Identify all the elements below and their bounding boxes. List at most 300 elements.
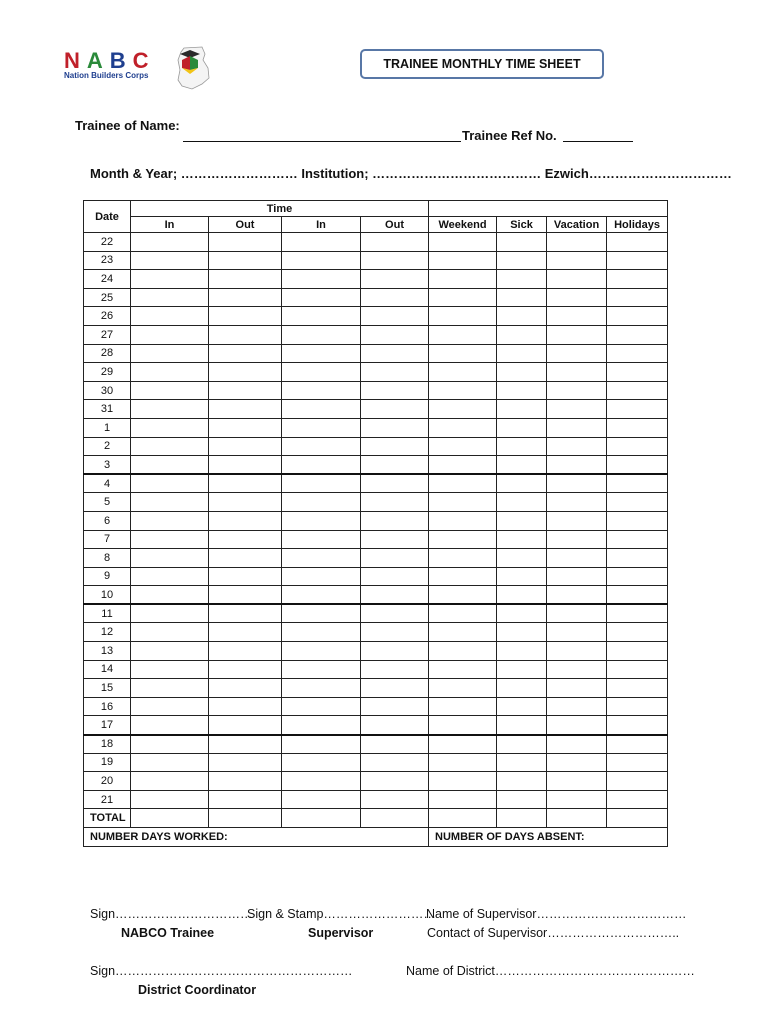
- entry-cell[interactable]: [361, 660, 429, 679]
- timesheet-table: [83, 200, 668, 847]
- entry-cell[interactable]: [607, 642, 668, 661]
- entry-cell[interactable]: [361, 344, 429, 363]
- entry-cell[interactable]: [209, 437, 282, 456]
- entry-cell[interactable]: [547, 307, 607, 326]
- entry-cell[interactable]: [361, 233, 429, 252]
- entry-cell[interactable]: [607, 437, 668, 456]
- entry-cell[interactable]: [131, 660, 209, 679]
- entry-cell[interactable]: [131, 270, 209, 289]
- entry-cell[interactable]: [131, 493, 209, 512]
- date-cell: 11: [84, 604, 131, 623]
- entry-cell[interactable]: [209, 381, 282, 400]
- entry-cell[interactable]: [607, 604, 668, 623]
- entry-cell[interactable]: [361, 549, 429, 568]
- entry-cell[interactable]: [429, 549, 497, 568]
- entry-cell[interactable]: [497, 772, 547, 791]
- entry-cell[interactable]: [282, 604, 361, 623]
- entry-cell[interactable]: [282, 549, 361, 568]
- entry-cell[interactable]: [282, 400, 361, 419]
- supervisor-name-line: Name of Supervisor………………………………: [426, 907, 687, 921]
- table-row: [84, 400, 668, 419]
- entry-cell[interactable]: [547, 735, 607, 754]
- entry-cell[interactable]: [361, 642, 429, 661]
- entry-cell[interactable]: [361, 381, 429, 400]
- entry-cell[interactable]: [209, 400, 282, 419]
- total-cell[interactable]: [361, 809, 429, 828]
- page-title: TRAINEE MONTHLY TIME SHEET: [360, 49, 604, 79]
- entry-cell[interactable]: [547, 530, 607, 549]
- entry-cell[interactable]: [607, 381, 668, 400]
- entry-cell[interactable]: [131, 363, 209, 382]
- entry-cell[interactable]: [209, 623, 282, 642]
- total-cell[interactable]: [209, 809, 282, 828]
- entry-cell[interactable]: [131, 586, 209, 605]
- entry-cell[interactable]: [429, 474, 497, 493]
- trainee-name-label: Trainee of Name:: [75, 118, 180, 133]
- entry-cell[interactable]: [131, 697, 209, 716]
- entry-cell[interactable]: [282, 753, 361, 772]
- entry-cell[interactable]: [209, 586, 282, 605]
- entry-cell[interactable]: [209, 530, 282, 549]
- entry-cell[interactable]: [429, 772, 497, 791]
- entry-cell[interactable]: [131, 325, 209, 344]
- entry-cell[interactable]: [361, 623, 429, 642]
- entry-cell[interactable]: [209, 660, 282, 679]
- entry-cell[interactable]: [497, 456, 547, 475]
- entry-cell[interactable]: [209, 772, 282, 791]
- entry-cell[interactable]: [131, 511, 209, 530]
- entry-cell[interactable]: [209, 642, 282, 661]
- entry-cell[interactable]: [547, 716, 607, 735]
- entry-cell[interactable]: [497, 623, 547, 642]
- entry-cell[interactable]: [547, 493, 607, 512]
- total-cell[interactable]: [607, 809, 668, 828]
- entry-cell[interactable]: [361, 772, 429, 791]
- trainee-sign-line: Sign……………………………: [90, 907, 253, 921]
- entry-cell[interactable]: [209, 493, 282, 512]
- entry-cell[interactable]: [282, 418, 361, 437]
- entry-cell[interactable]: [607, 418, 668, 437]
- entry-cell[interactable]: [547, 511, 607, 530]
- entry-cell[interactable]: [131, 716, 209, 735]
- entry-cell[interactable]: [429, 530, 497, 549]
- entry-cell[interactable]: [497, 530, 547, 549]
- entry-cell[interactable]: [497, 363, 547, 382]
- date-cell: 27: [84, 325, 131, 344]
- entry-cell[interactable]: [429, 604, 497, 623]
- entry-cell[interactable]: [607, 549, 668, 568]
- entry-cell[interactable]: [131, 772, 209, 791]
- entry-cell[interactable]: [361, 493, 429, 512]
- entry-cell[interactable]: [209, 474, 282, 493]
- entry-cell[interactable]: [607, 623, 668, 642]
- entry-cell[interactable]: [282, 456, 361, 475]
- entry-cell[interactable]: [607, 716, 668, 735]
- entry-cell[interactable]: [282, 735, 361, 754]
- col-header-holidays: Holidays: [607, 217, 668, 233]
- entry-cell[interactable]: [209, 456, 282, 475]
- entry-cell[interactable]: [131, 233, 209, 252]
- entry-cell[interactable]: [282, 363, 361, 382]
- entry-cell[interactable]: [361, 753, 429, 772]
- entry-cell[interactable]: [429, 251, 497, 270]
- entry-cell[interactable]: [361, 307, 429, 326]
- entry-cell[interactable]: [607, 586, 668, 605]
- entry-cell[interactable]: [361, 251, 429, 270]
- entry-cell[interactable]: [282, 623, 361, 642]
- entry-cell[interactable]: [497, 549, 547, 568]
- entry-cell[interactable]: [282, 790, 361, 809]
- entry-cell[interactable]: [131, 530, 209, 549]
- entry-cell[interactable]: [607, 679, 668, 698]
- entry-cell[interactable]: [361, 716, 429, 735]
- entry-cell[interactable]: [131, 549, 209, 568]
- entry-cell[interactable]: [209, 270, 282, 289]
- entry-cell[interactable]: [429, 716, 497, 735]
- entry-cell[interactable]: [282, 307, 361, 326]
- entry-cell[interactable]: [131, 381, 209, 400]
- entry-cell[interactable]: [131, 642, 209, 661]
- entry-cell[interactable]: [429, 270, 497, 289]
- entry-cell[interactable]: [547, 400, 607, 419]
- entry-cell[interactable]: [497, 679, 547, 698]
- entry-cell[interactable]: [282, 381, 361, 400]
- entry-cell[interactable]: [547, 623, 607, 642]
- entry-cell[interactable]: [361, 679, 429, 698]
- col-header-vacation: Vacation: [547, 217, 607, 233]
- table-row: [84, 474, 668, 493]
- entry-cell[interactable]: [497, 493, 547, 512]
- table-row: [84, 456, 668, 475]
- entry-cell[interactable]: [607, 344, 668, 363]
- table-row: [84, 530, 668, 549]
- entry-cell[interactable]: [131, 735, 209, 754]
- entry-cell[interactable]: [209, 716, 282, 735]
- entry-cell[interactable]: [497, 344, 547, 363]
- col-header-in: In: [282, 217, 361, 233]
- entry-cell[interactable]: [361, 437, 429, 456]
- entry-cell[interactable]: [361, 418, 429, 437]
- entry-cell[interactable]: [131, 437, 209, 456]
- entry-cell[interactable]: [429, 307, 497, 326]
- entry-cell[interactable]: [607, 790, 668, 809]
- entry-cell[interactable]: [429, 735, 497, 754]
- entry-cell[interactable]: [547, 251, 607, 270]
- entry-cell[interactable]: [131, 307, 209, 326]
- entry-cell[interactable]: [547, 586, 607, 605]
- entry-cell[interactable]: [282, 679, 361, 698]
- entry-cell[interactable]: [547, 344, 607, 363]
- entry-cell[interactable]: [209, 288, 282, 307]
- entry-cell[interactable]: [131, 679, 209, 698]
- entry-cell[interactable]: [497, 642, 547, 661]
- entry-cell[interactable]: [607, 307, 668, 326]
- entry-cell[interactable]: [497, 400, 547, 419]
- entry-cell[interactable]: [429, 753, 497, 772]
- entry-cell[interactable]: [429, 456, 497, 475]
- trainee-ref-field[interactable]: [563, 129, 633, 142]
- entry-cell[interactable]: [131, 456, 209, 475]
- entry-cell[interactable]: [282, 586, 361, 605]
- entry-cell[interactable]: [429, 437, 497, 456]
- entry-cell[interactable]: [547, 772, 607, 791]
- entry-cell[interactable]: [131, 567, 209, 586]
- entry-cell[interactable]: [547, 660, 607, 679]
- date-cell: 23: [84, 251, 131, 270]
- table-row: [84, 623, 668, 642]
- entry-cell[interactable]: [209, 363, 282, 382]
- total-cell[interactable]: [131, 809, 209, 828]
- coordinator-sign-line: Sign…………………………………………………: [90, 964, 353, 978]
- entry-cell[interactable]: [429, 697, 497, 716]
- entry-cell[interactable]: [497, 233, 547, 252]
- date-cell: 2: [84, 437, 131, 456]
- entry-cell[interactable]: [497, 325, 547, 344]
- entry-cell[interactable]: [209, 604, 282, 623]
- entry-cell[interactable]: [607, 270, 668, 289]
- entry-cell[interactable]: [547, 270, 607, 289]
- entry-cell[interactable]: [547, 567, 607, 586]
- date-cell: 22: [84, 233, 131, 252]
- entry-cell[interactable]: [361, 456, 429, 475]
- table-row: [84, 418, 668, 437]
- entry-cell[interactable]: [547, 697, 607, 716]
- total-label: TOTAL: [84, 809, 131, 828]
- entry-cell[interactable]: [547, 288, 607, 307]
- entry-cell[interactable]: [429, 623, 497, 642]
- entry-cell[interactable]: [547, 381, 607, 400]
- table-row: [84, 604, 668, 623]
- entry-cell[interactable]: [282, 344, 361, 363]
- entry-cell[interactable]: [547, 474, 607, 493]
- total-cell[interactable]: [547, 809, 607, 828]
- entry-cell[interactable]: [429, 381, 497, 400]
- entry-cell[interactable]: [282, 660, 361, 679]
- entry-cell[interactable]: [497, 381, 547, 400]
- entry-cell[interactable]: [547, 363, 607, 382]
- date-cell: 25: [84, 288, 131, 307]
- entry-cell[interactable]: [547, 325, 607, 344]
- entry-cell[interactable]: [361, 790, 429, 809]
- entry-cell[interactable]: [429, 567, 497, 586]
- entry-cell[interactable]: [547, 233, 607, 252]
- nabco-trainee-label: NABCO Trainee: [121, 926, 215, 940]
- entry-cell[interactable]: [131, 753, 209, 772]
- entry-cell[interactable]: [607, 456, 668, 475]
- entry-cell[interactable]: [607, 493, 668, 512]
- entry-cell[interactable]: [282, 716, 361, 735]
- entry-cell[interactable]: [429, 325, 497, 344]
- date-cell: 20: [84, 772, 131, 791]
- entry-cell[interactable]: [497, 790, 547, 809]
- entry-cell[interactable]: [547, 418, 607, 437]
- entry-cell[interactable]: [282, 325, 361, 344]
- entry-cell[interactable]: [497, 604, 547, 623]
- entry-cell[interactable]: [497, 586, 547, 605]
- entry-cell[interactable]: [282, 288, 361, 307]
- entry-cell[interactable]: [547, 437, 607, 456]
- trainee-name-field[interactable]: [183, 129, 461, 142]
- entry-cell[interactable]: [361, 400, 429, 419]
- entry-cell[interactable]: [497, 716, 547, 735]
- entry-cell[interactable]: [607, 325, 668, 344]
- entry-cell[interactable]: [282, 642, 361, 661]
- entry-cell[interactable]: [607, 363, 668, 382]
- entry-cell[interactable]: [429, 511, 497, 530]
- entry-cell[interactable]: [547, 456, 607, 475]
- entry-cell[interactable]: [361, 270, 429, 289]
- absence-header: [429, 201, 668, 217]
- supervisor-label: Supervisor: [308, 926, 374, 940]
- entry-cell[interactable]: [131, 418, 209, 437]
- table-row: [84, 344, 668, 363]
- entry-cell[interactable]: [607, 400, 668, 419]
- entry-cell[interactable]: [497, 511, 547, 530]
- entry-cell[interactable]: [361, 697, 429, 716]
- entry-cell[interactable]: [607, 474, 668, 493]
- entry-cell[interactable]: [497, 251, 547, 270]
- entry-cell[interactable]: [361, 530, 429, 549]
- entry-cell[interactable]: [131, 344, 209, 363]
- entry-cell[interactable]: [429, 363, 497, 382]
- entry-cell[interactable]: [131, 474, 209, 493]
- entry-cell[interactable]: [497, 288, 547, 307]
- table-row: [84, 288, 668, 307]
- entry-cell[interactable]: [497, 307, 547, 326]
- entry-cell[interactable]: [547, 790, 607, 809]
- entry-cell[interactable]: [209, 233, 282, 252]
- entry-cell[interactable]: [282, 437, 361, 456]
- entry-cell[interactable]: [131, 790, 209, 809]
- entry-cell[interactable]: [429, 790, 497, 809]
- entry-cell[interactable]: [282, 251, 361, 270]
- entry-cell[interactable]: [361, 567, 429, 586]
- total-cell[interactable]: [282, 809, 361, 828]
- entry-cell[interactable]: [429, 288, 497, 307]
- entry-cell[interactable]: [607, 288, 668, 307]
- entry-cell[interactable]: [497, 753, 547, 772]
- entry-cell[interactable]: [429, 400, 497, 419]
- entry-cell[interactable]: [497, 474, 547, 493]
- date-cell: 18: [84, 735, 131, 754]
- entry-cell[interactable]: [607, 697, 668, 716]
- entry-cell[interactable]: [607, 660, 668, 679]
- entry-cell[interactable]: [607, 772, 668, 791]
- entry-cell[interactable]: [209, 697, 282, 716]
- total-cell[interactable]: [429, 809, 497, 828]
- entry-cell[interactable]: [131, 604, 209, 623]
- entry-cell[interactable]: [209, 753, 282, 772]
- entry-cell[interactable]: [131, 400, 209, 419]
- entry-cell[interactable]: [361, 474, 429, 493]
- entry-cell[interactable]: [131, 288, 209, 307]
- entry-cell[interactable]: [361, 735, 429, 754]
- col-header-sick: Sick: [497, 217, 547, 233]
- entry-cell[interactable]: [209, 251, 282, 270]
- entry-cell[interactable]: [429, 493, 497, 512]
- entry-cell[interactable]: [607, 567, 668, 586]
- date-cell: 30: [84, 381, 131, 400]
- entry-cell[interactable]: [361, 325, 429, 344]
- entry-cell[interactable]: [607, 233, 668, 252]
- entry-cell[interactable]: [497, 418, 547, 437]
- entry-cell[interactable]: [607, 735, 668, 754]
- entry-cell[interactable]: [547, 604, 607, 623]
- entry-cell[interactable]: [131, 251, 209, 270]
- entry-cell[interactable]: [429, 344, 497, 363]
- entry-cell[interactable]: [282, 772, 361, 791]
- entry-cell[interactable]: [607, 530, 668, 549]
- table-row: [84, 697, 668, 716]
- entry-cell[interactable]: [361, 586, 429, 605]
- entry-cell[interactable]: [547, 642, 607, 661]
- entry-cell[interactable]: [131, 623, 209, 642]
- total-row: [84, 809, 668, 828]
- entry-cell[interactable]: [209, 344, 282, 363]
- entry-cell[interactable]: [547, 549, 607, 568]
- date-cell: 8: [84, 549, 131, 568]
- entry-cell[interactable]: [282, 493, 361, 512]
- entry-cell[interactable]: [209, 325, 282, 344]
- entry-cell[interactable]: [607, 251, 668, 270]
- entry-cell[interactable]: [209, 511, 282, 530]
- entry-cell[interactable]: [282, 511, 361, 530]
- entry-cell[interactable]: [209, 549, 282, 568]
- entry-cell[interactable]: [497, 437, 547, 456]
- table-row: [84, 233, 668, 252]
- logo-letter: A: [86, 48, 110, 73]
- entry-cell[interactable]: [209, 418, 282, 437]
- entry-cell[interactable]: [547, 753, 607, 772]
- total-cell[interactable]: [497, 809, 547, 828]
- entry-cell[interactable]: [429, 233, 497, 252]
- entry-cell[interactable]: [429, 586, 497, 605]
- entry-cell[interactable]: [361, 363, 429, 382]
- entry-cell[interactable]: [282, 233, 361, 252]
- entry-cell[interactable]: [209, 567, 282, 586]
- entry-cell[interactable]: [429, 660, 497, 679]
- entry-cell[interactable]: [497, 660, 547, 679]
- entry-cell[interactable]: [282, 530, 361, 549]
- entry-cell[interactable]: [282, 270, 361, 289]
- entry-cell[interactable]: [209, 307, 282, 326]
- entry-cell[interactable]: [282, 697, 361, 716]
- entry-cell[interactable]: [497, 270, 547, 289]
- entry-cell[interactable]: [429, 418, 497, 437]
- entry-cell[interactable]: [209, 790, 282, 809]
- entry-cell[interactable]: [497, 567, 547, 586]
- entry-cell[interactable]: [282, 474, 361, 493]
- table-row: [84, 586, 668, 605]
- entry-cell[interactable]: [497, 735, 547, 754]
- entry-cell[interactable]: [361, 511, 429, 530]
- entry-cell[interactable]: [429, 679, 497, 698]
- date-cell: 1: [84, 418, 131, 437]
- entry-cell[interactable]: [607, 511, 668, 530]
- entry-cell[interactable]: [547, 679, 607, 698]
- summary-row: [84, 828, 668, 847]
- entry-cell[interactable]: [361, 604, 429, 623]
- entry-cell[interactable]: [429, 642, 497, 661]
- entry-cell[interactable]: [209, 679, 282, 698]
- date-header: Date: [84, 201, 131, 233]
- district-coordinator-label: District Coordinator: [138, 983, 257, 997]
- entry-cell[interactable]: [607, 753, 668, 772]
- entry-cell[interactable]: [361, 288, 429, 307]
- entry-cell[interactable]: [282, 567, 361, 586]
- entry-cell[interactable]: [497, 697, 547, 716]
- entry-cell[interactable]: [209, 735, 282, 754]
